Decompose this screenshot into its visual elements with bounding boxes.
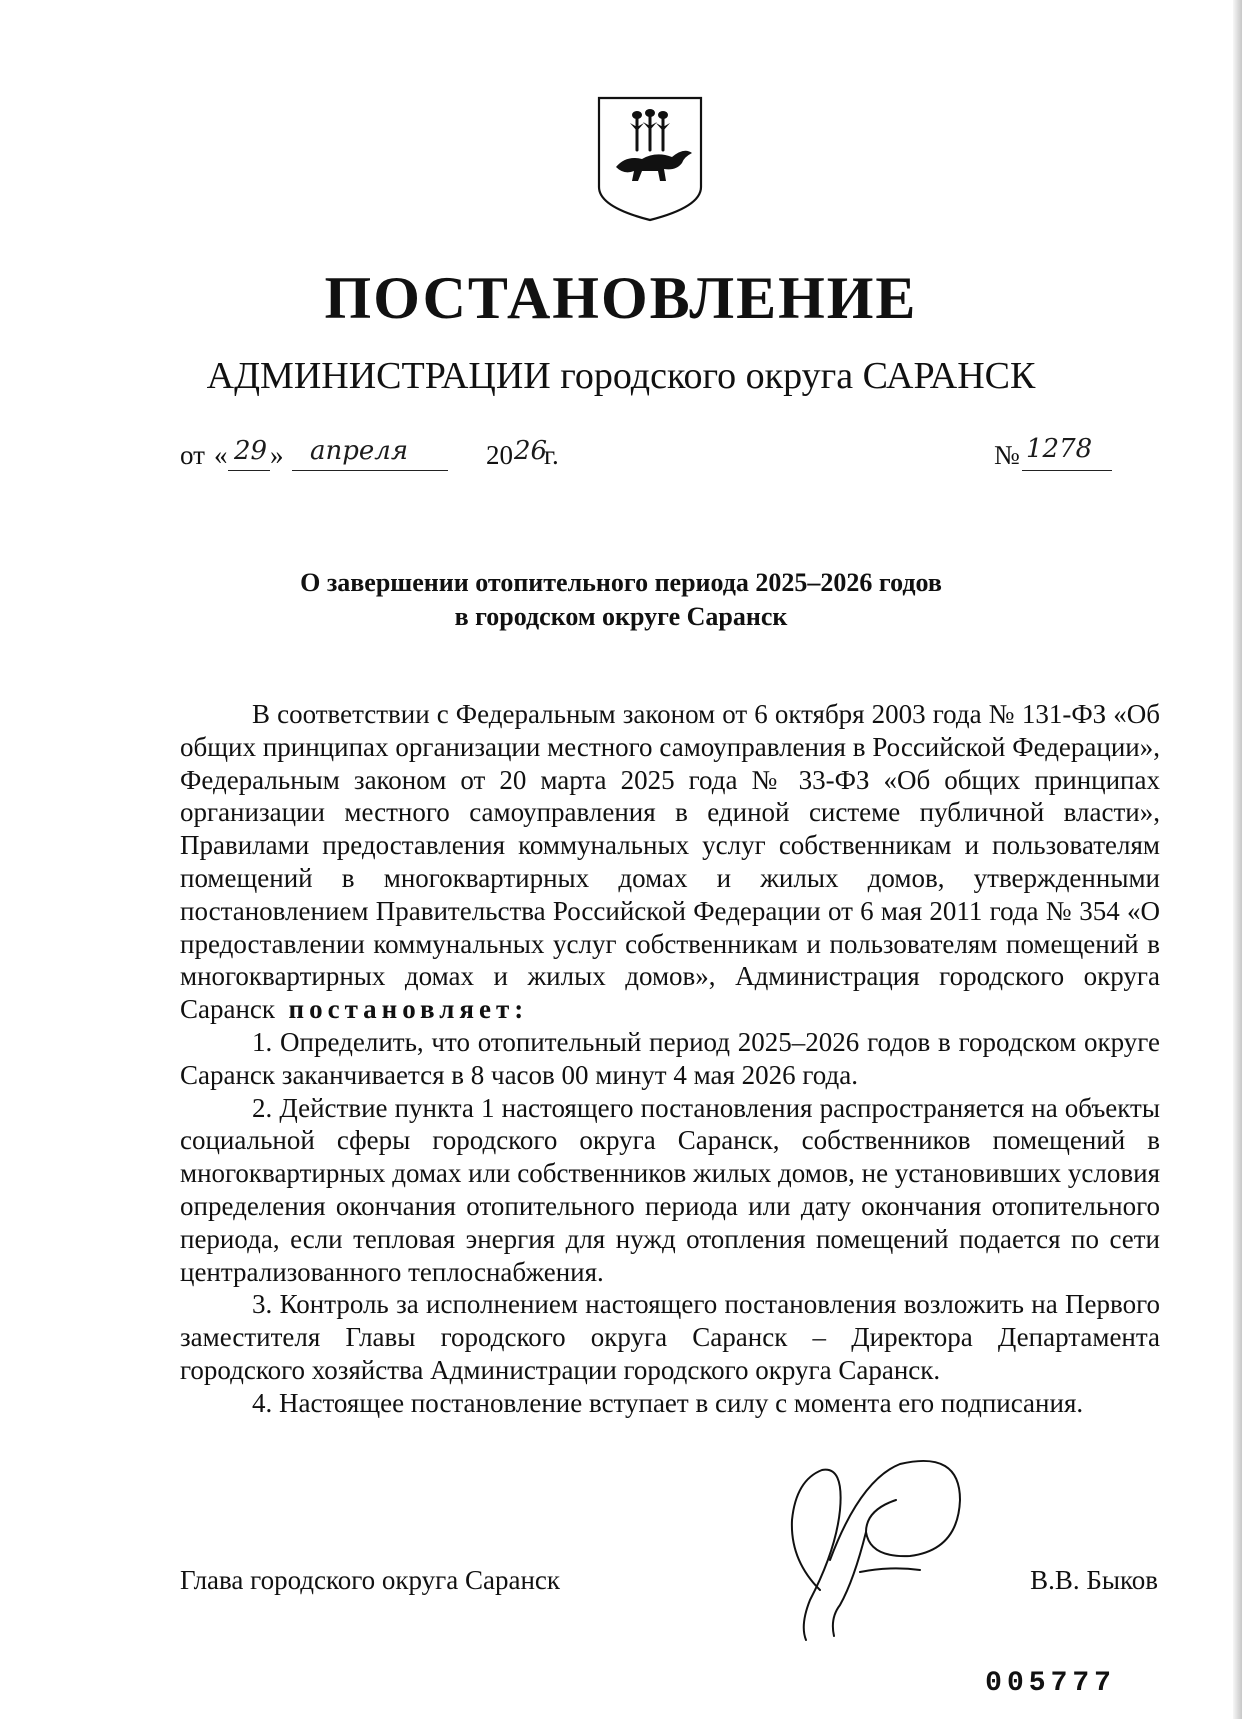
number-label: № <box>994 440 1020 470</box>
issuing-authority: АДМИНИСТРАЦИИ городского округа САРАНСК <box>206 355 1036 397</box>
coat-of-arms-icon <box>596 95 704 223</box>
day-underline <box>228 470 270 471</box>
date-year-suffix: 26 <box>514 436 548 466</box>
preamble-paragraph <box>180 698 1160 1026</box>
month-underline <box>292 470 448 471</box>
date-prefix: от <box>180 440 205 470</box>
page-edge-shadow <box>1233 0 1242 1719</box>
number-underline <box>1022 470 1112 471</box>
document-title: ПОСТАНОВЛЕНИЕ <box>324 265 918 331</box>
preamble-text: В соответствии с Федеральным законом от 6 октября 2003 года № 131-ФЗ «Об общих принципах организации местного самоуправления в Российской Федерации», Федеральным законом от 20 марта 2025 года № 33-ФЗ «Об общих принципах организации местного самоуправления в единой системе публичной власти», Правилами предоставления коммунальных услуг собственникам и пользователям помещений в многоквартирных домах и жилых домов, утвержденными постановлением Правительства Российской Федерации от 6 мая 2011 года № 354 «О предоставлении коммунальных услуг собственникам и пользователям помещений в многоквартирных домах и жилых домов», Администрация городского округа Саранск <box>180 699 1160 1025</box>
date-number-line <box>180 430 1112 480</box>
subject-line-2: в городском округе Саранск <box>454 602 788 631</box>
date-day: 29 <box>234 436 268 466</box>
clause-3: 3. Контроль за исполнением настоящего постановления возложить на Первого заместителя Главы городского округа Саранск – Директора Департамента городского хозяйства Администрации городского округа Саранск. <box>180 1289 1160 1385</box>
date-month: апреля <box>310 436 409 466</box>
signatory-name: В.В. Быков <box>1030 1565 1158 1595</box>
document-subject <box>0 566 1242 634</box>
handwritten-signature <box>770 1440 1010 1650</box>
date-open-quote: « <box>214 440 228 470</box>
date-close-quote: » <box>270 440 284 470</box>
serial-number: 005777 <box>985 1668 1116 1699</box>
clause-2: 2. Действие пункта 1 настоящего постановления распространяется на объекты социальной сферы городского округа Саранск, собственников помещений в многоквартирных домах или собственников жилых домов, не установивших условия определения окончания отопительного периода или дату окончания отопительного периода, если тепловая энергия для нужд отопления помещений подается по сети централизованного теплоснабжения. <box>180 1092 1160 1287</box>
signatory-position: Глава городского округа Саранск <box>180 1565 561 1595</box>
date-year-prefix: 20 <box>486 440 513 470</box>
document-body <box>180 698 1160 1420</box>
clause-1: 1. Определить, что отопительный период 2025–2026 годов в городском округе Саранск заканчивается в 8 часов 00 минут 4 мая 2026 года. <box>180 1026 1160 1090</box>
decree-word: постановляет: <box>288 994 529 1025</box>
subject-line-1: О завершении отопительного периода 2025–2026 годов <box>300 568 942 597</box>
clause-4: 4. Настоящее постановление вступает в силу с момента его подписания. <box>252 1387 1084 1418</box>
date-year-mark: г. <box>544 440 559 470</box>
document-number: 1278 <box>1026 434 1093 464</box>
